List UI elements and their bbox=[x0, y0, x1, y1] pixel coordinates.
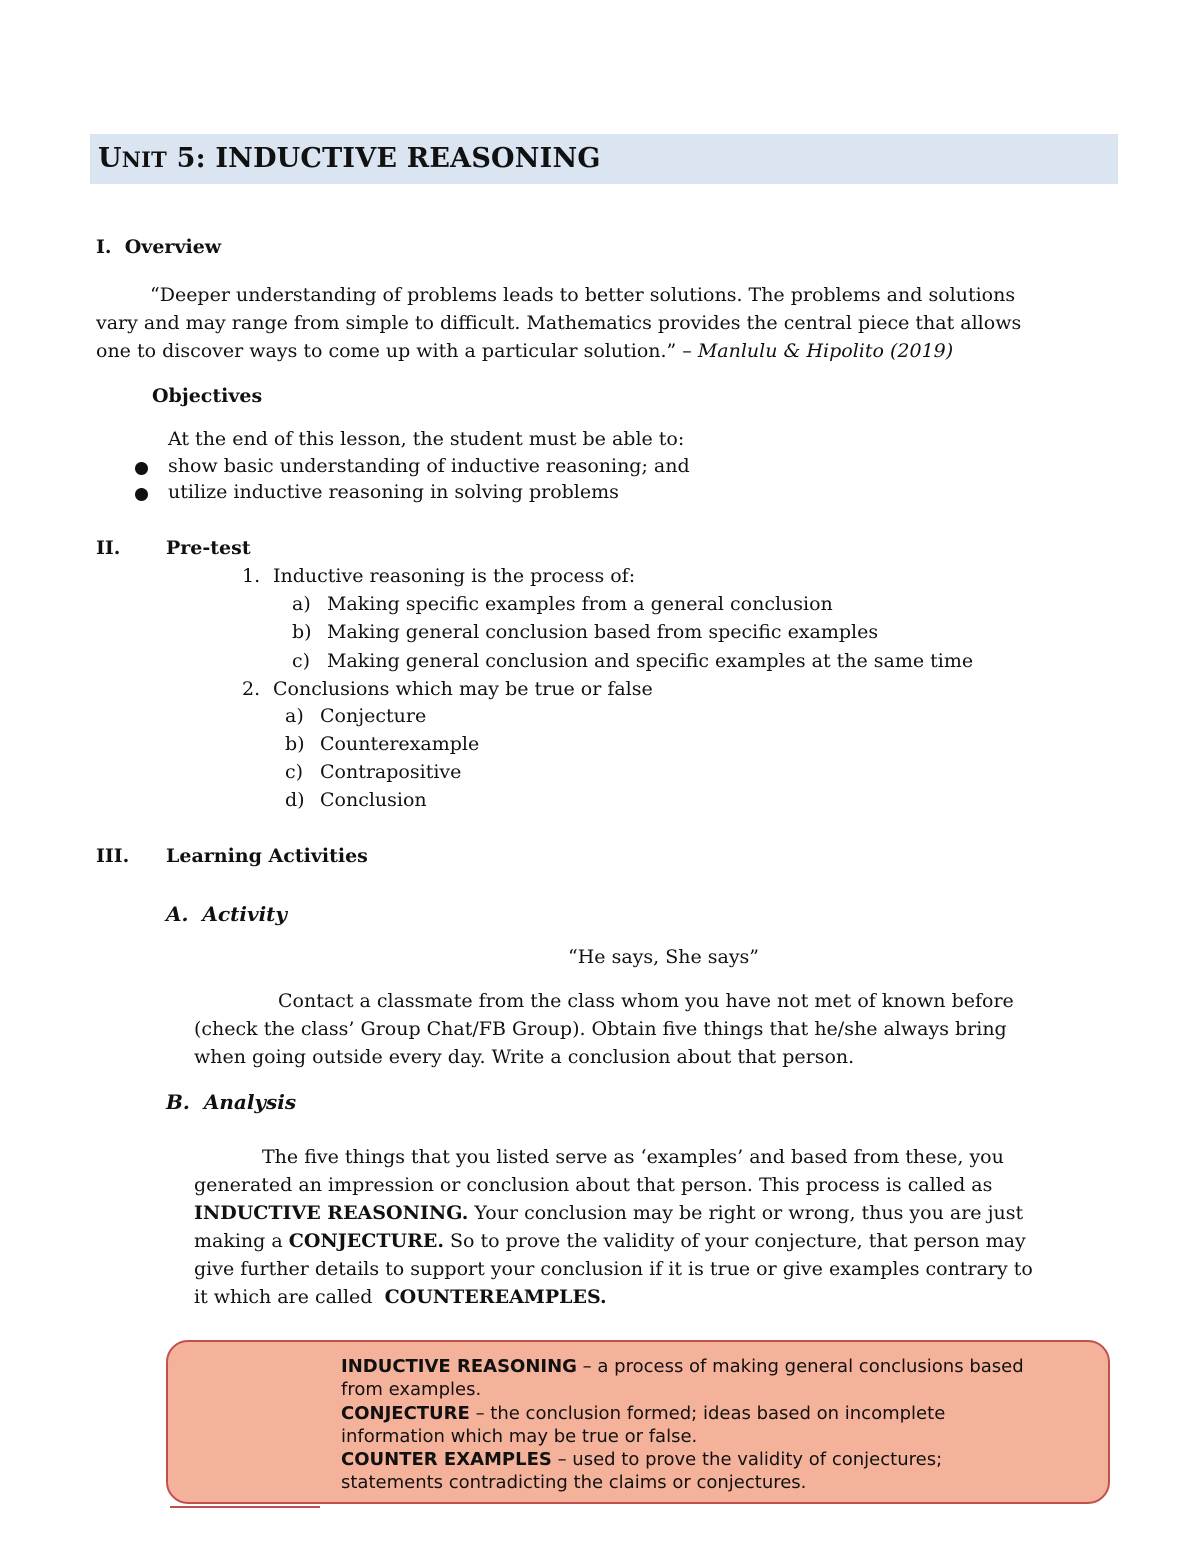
question-text: Inductive reasoning is the process of: bbox=[273, 565, 636, 587]
pretest-heading: Pre-test bbox=[166, 537, 251, 559]
activity-title: “He says, She says” bbox=[568, 946, 760, 968]
objective-item: utilize inductive reasoning in solving problems bbox=[168, 481, 619, 503]
analysis-line: give further details to support your conclusion if it is true or give examples contrary to bbox=[194, 1258, 1033, 1280]
analysis-line: making a CONJECTURE. So to prove the validity of your conjecture, that person may bbox=[194, 1230, 1026, 1252]
objectives-intro: At the end of this lesson, the student must be able to: bbox=[168, 428, 685, 450]
analysis-line: The five things that you listed serve as ‘examples’ and based from these, you bbox=[262, 1146, 1004, 1168]
definition-line: CONJECTURE – the conclusion formed; ideas based on incomplete bbox=[341, 1403, 946, 1424]
analysis-line: it which are called COUNTEREAMPLES. bbox=[194, 1286, 607, 1308]
option-text: Counterexample bbox=[320, 733, 480, 755]
option-text: Making general conclusion and specific examples at the same time bbox=[327, 650, 974, 672]
option-letter: b) bbox=[285, 733, 305, 755]
question-number: 2. bbox=[242, 678, 261, 700]
bullet-icon bbox=[135, 462, 148, 475]
unit-title-bar bbox=[90, 134, 1118, 184]
definition-line: INDUCTIVE REASONING – a process of making general conclusions based bbox=[341, 1356, 1024, 1377]
learning-numeral: III. bbox=[96, 845, 130, 867]
activity-line: when going outside every day. Write a conclusion about that person. bbox=[194, 1046, 855, 1068]
objectives-heading: Objectives bbox=[152, 385, 263, 407]
activity-line: (check the class’ Group Chat/FB Group). Obtain five things that he/she always bring bbox=[194, 1018, 1007, 1040]
unit-title: UNIT 5: INDUCTIVE REASONING bbox=[98, 143, 601, 174]
overview-quote-line: one to discover ways to come up with a particular solution.” – Manlulu & Hipolito (2019) bbox=[96, 340, 954, 362]
option-text: Contrapositive bbox=[320, 761, 462, 783]
bullet-icon bbox=[135, 488, 148, 501]
analysis-line: generated an impression or conclusion about that person. This process is called as bbox=[194, 1174, 993, 1196]
overview-quote-line: “Deeper understanding of problems leads to better solutions. The problems and solutions bbox=[150, 284, 1016, 306]
definition-line: COUNTER EXAMPLES – used to prove the validity of conjectures; bbox=[341, 1449, 943, 1470]
definition-line: statements contradicting the claims or conjectures. bbox=[341, 1472, 807, 1493]
box-underline bbox=[170, 1500, 320, 1508]
option-text: Making specific examples from a general conclusion bbox=[327, 593, 833, 615]
option-letter: a) bbox=[285, 705, 304, 727]
option-text: Conclusion bbox=[320, 789, 427, 811]
activity-heading: A. Activity bbox=[166, 902, 288, 926]
activity-line: Contact a classmate from the class whom you have not met of known before bbox=[278, 990, 1014, 1012]
overview-heading: I. Overview bbox=[96, 236, 222, 258]
definition-line: information which may be true or false. bbox=[341, 1426, 698, 1447]
option-letter: d) bbox=[285, 789, 305, 811]
learning-heading: Learning Activities bbox=[166, 845, 368, 867]
question-text: Conclusions which may be true or false bbox=[273, 678, 653, 700]
analysis-line: INDUCTIVE REASONING. Your conclusion may be right or wrong, thus you are just bbox=[194, 1202, 1024, 1224]
option-letter: a) bbox=[292, 593, 311, 615]
question-number: 1. bbox=[242, 565, 261, 587]
option-letter: b) bbox=[292, 621, 312, 643]
option-letter: c) bbox=[292, 650, 311, 672]
analysis-heading: B. Analysis bbox=[166, 1090, 297, 1114]
overview-quote-line: vary and may range from simple to difficult. Mathematics provides the central piece that allows bbox=[96, 312, 1022, 334]
citation: Manlulu & Hipolito (2019) bbox=[697, 340, 954, 362]
option-text: Conjecture bbox=[320, 705, 427, 727]
option-text: Making general conclusion based from specific examples bbox=[327, 621, 879, 643]
option-letter: c) bbox=[285, 761, 304, 783]
objective-item: show basic understanding of inductive reasoning; and bbox=[168, 455, 690, 477]
definition-line: from examples. bbox=[341, 1379, 482, 1400]
pretest-numeral: II. bbox=[96, 537, 121, 559]
